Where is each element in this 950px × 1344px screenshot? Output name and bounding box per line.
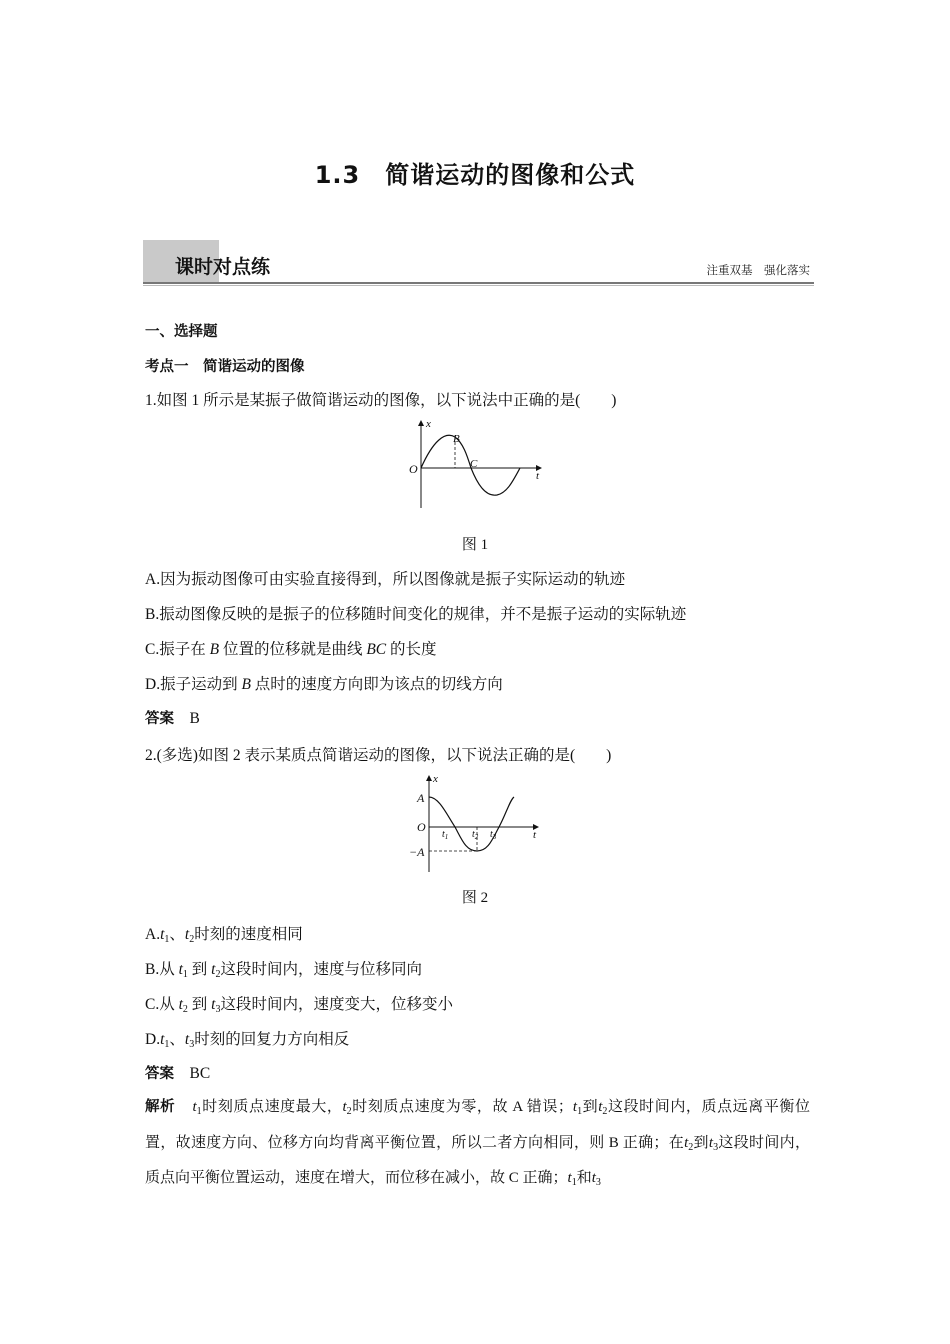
q2-figure-caption: 图 2 bbox=[461, 890, 489, 906]
q1-answer bbox=[145, 707, 200, 728]
q1-axis-x-label: x bbox=[426, 418, 431, 430]
q2-answer bbox=[145, 1062, 210, 1083]
q1-point-b-label: B bbox=[453, 433, 460, 445]
q2-answer-value: BC bbox=[189, 1065, 211, 1082]
q2-a-label: A bbox=[417, 791, 425, 805]
q2-axis-x-label: x bbox=[433, 773, 438, 785]
q1-figure bbox=[405, 415, 550, 513]
q1-option-c-mid: 位置的位移就是曲线 bbox=[219, 641, 367, 658]
q1-point-c-label: C bbox=[470, 458, 478, 470]
q2-option-a: $A.t_1$、$t_2$时刻的速度相同 bbox=[145, 926, 303, 945]
section-band-title: 课时对点练 bbox=[175, 256, 271, 278]
q1-origin-label: O bbox=[409, 462, 418, 476]
section-band-tagline: 注重双基 强化落实 bbox=[706, 263, 810, 277]
q1-option-d bbox=[145, 672, 503, 694]
topic-heading: 考点一 简谐运动的图像 bbox=[145, 359, 305, 375]
section-rule bbox=[143, 282, 814, 284]
q2-analysis-label: 解析 bbox=[145, 1099, 176, 1115]
q2-neg-a-label: −A bbox=[409, 845, 425, 859]
q1-option-d-pre: D.振子运动到 bbox=[145, 676, 242, 693]
q2-t3-label: $t_3$ bbox=[490, 829, 497, 841]
section-heading: 一、选择题 bbox=[145, 324, 218, 340]
q2-axis-t-label: t bbox=[533, 829, 537, 841]
q1-option-d-post: 点时的速度方向即为该点的切线方向 bbox=[250, 676, 503, 693]
q1-axis-t-label: t bbox=[536, 470, 540, 482]
q2-option-b: B.从 $t_1$ 到 $t_2$这段时间内，速度与位移同向 bbox=[145, 961, 422, 980]
q1-answer-label: 答案 bbox=[145, 711, 174, 727]
q1-option-c-pre: C.振子在 bbox=[145, 641, 210, 658]
q2-t2-label: $t_2$ bbox=[472, 829, 479, 841]
q1-option-d-b: B bbox=[241, 676, 251, 693]
q1-option-c bbox=[145, 637, 437, 659]
q1-option-c-bc: BC bbox=[366, 641, 387, 658]
q2-stem: 2.(多选)如图 2 表示某质点简谐运动的图像，以下说法正确的是( ) bbox=[145, 747, 612, 764]
q1-stem: 1.如图 1 所示是某振子做简谐运动的图像，以下说法中正确的是( ) bbox=[145, 392, 617, 409]
page-title: 1.3 简谐运动的图像和公式 bbox=[314, 161, 636, 189]
q1-answer-value: B bbox=[189, 710, 200, 727]
q2-curve bbox=[429, 797, 514, 851]
q1-option-b: B.振动图像反映的是振子的位移随时间变化的规律，并不是振子运动的实际轨迹 bbox=[145, 606, 687, 623]
q2-option-c: C.从 $t_2$ 到 $t_3$这段时间内，速度变大，位移变小 bbox=[145, 996, 453, 1015]
q2-t1-label: $t_1$ bbox=[442, 829, 449, 841]
q2-origin-label: O bbox=[417, 820, 426, 834]
q1-option-c-post: 的长度 bbox=[386, 641, 437, 658]
q2-figure bbox=[402, 770, 547, 876]
q1-option-a: A.因为振动图像可由实验直接得到，所以图像就是振子实际运动的轨迹 bbox=[145, 571, 626, 588]
section-rule-thin bbox=[143, 285, 814, 286]
q1-figure-caption: 图 1 bbox=[461, 537, 489, 553]
q2-answer-label: 答案 bbox=[145, 1066, 174, 1082]
q1-option-c-b: B bbox=[209, 641, 220, 658]
q2-analysis: 解析 $t_1$时刻质点速度最大，$t_2$时刻质点速度为零，故 A 错误；$t_1$到$t_2$这段时间内，质点远离平衡位置，故速度方向、位移方向均背离平衡位置，所以二者方向相同，则 B 正确；在$t_2$到$t_3$这段时间内，质点向平衡位置运动，速度在增大，而位移在减小，故 C 正确；$t_1$和$t_3$ bbox=[145, 1099, 810, 1188]
q2-option-d: $D.t_1$、$t_3$时刻的回复力方向相反 bbox=[145, 1031, 350, 1050]
